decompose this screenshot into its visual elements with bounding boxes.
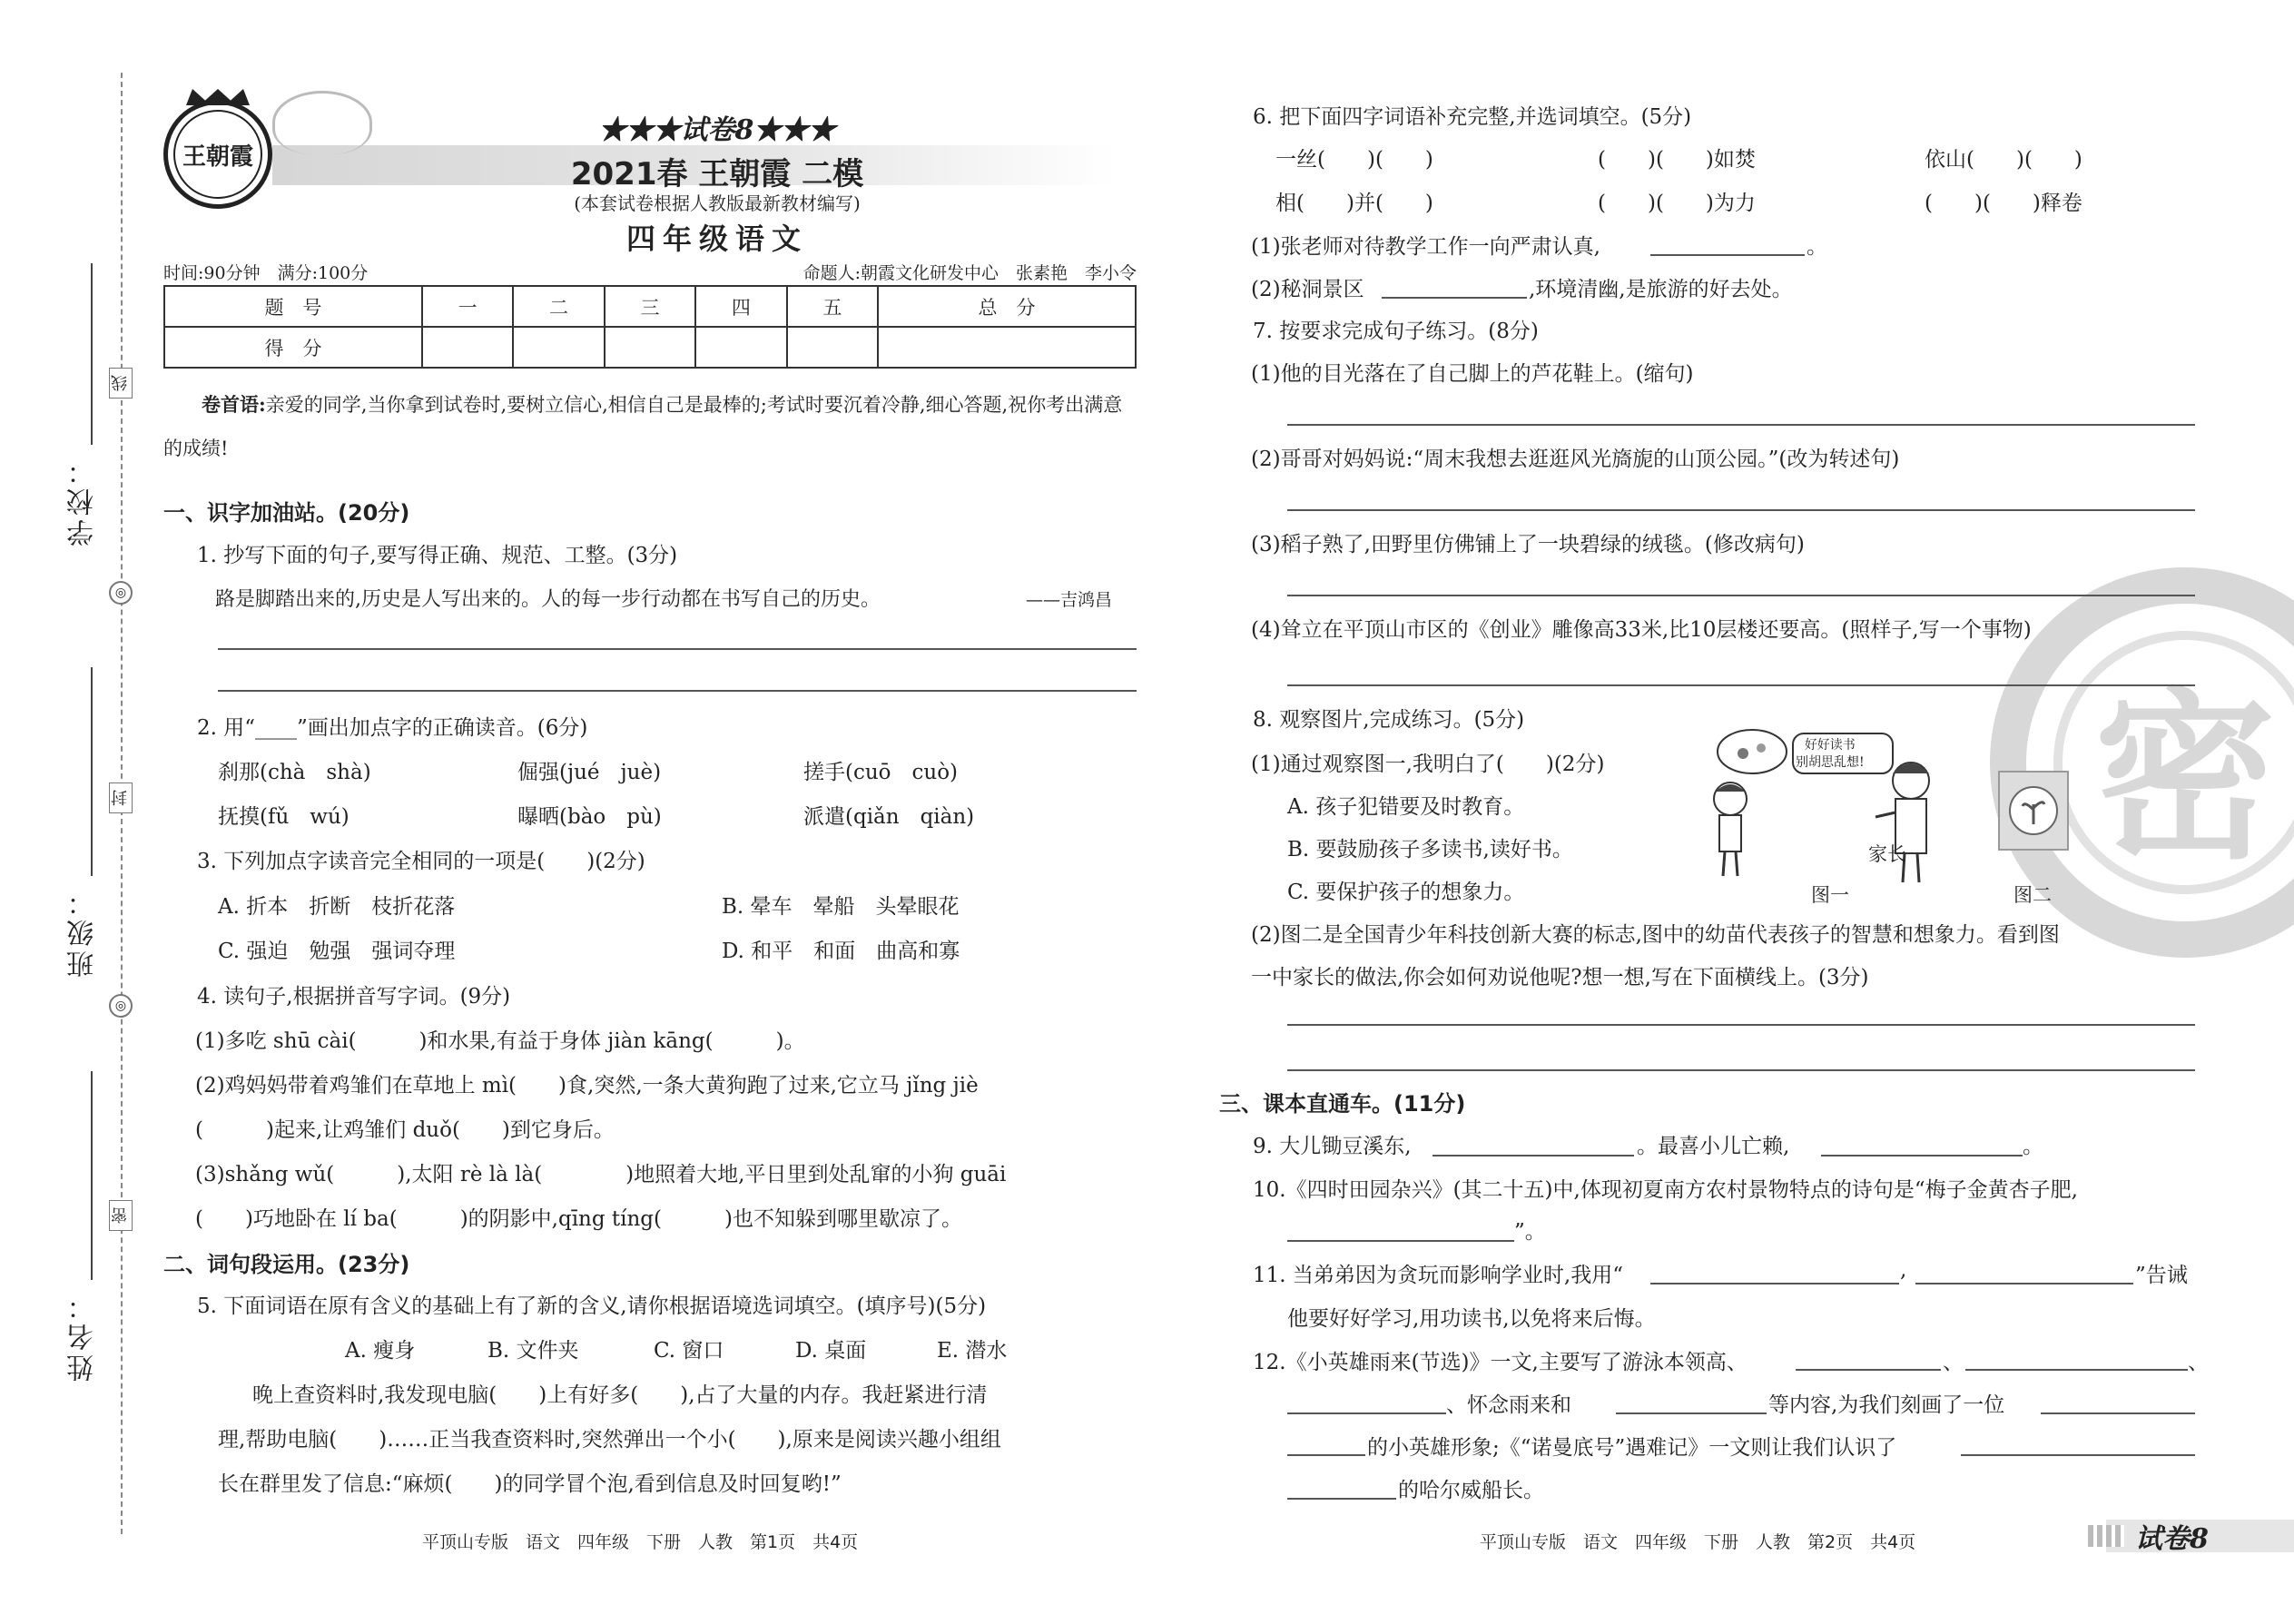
figure-2-logo <box>1997 770 2070 851</box>
q1-sentence: 路是脚踏出来的,历史是人写出来的。人的每一步行动都在书写自己的历史。 <box>215 588 881 611</box>
answer-line[interactable] <box>1287 1069 2195 1071</box>
q4-part-1: (1)多吃 shū cài( )和水果,有益于身体 jiàn kāng( )。 <box>195 1029 805 1053</box>
figure-parent-label: 家长 <box>1868 843 1906 865</box>
greeting <box>163 383 1139 470</box>
question-12b: 、怀念雨来和 <box>1446 1393 1571 1417</box>
score-input-cell[interactable] <box>513 327 604 368</box>
class-label: 班级： <box>67 885 99 978</box>
figure-2-caption: 图二 <box>2013 884 2052 906</box>
q2-item: 刹那(chà shà) <box>218 761 371 784</box>
answer-line[interactable] <box>1287 684 2195 686</box>
q3-option: C. 强迫 勉强 强词夺理 <box>218 940 456 963</box>
binding-margin <box>0 0 154 1624</box>
question-11c: 他要好好学习,用功读书,以免将来后悔。 <box>1287 1307 1656 1331</box>
q7-part-4: (4)耸立在平顶山市区的《创业》雕像高33米,比10层楼还要高。(照样子,写一个事物) <box>1251 618 2032 642</box>
q5-option: A. 瘦身 <box>345 1339 416 1363</box>
q6-sentence-2b: ,环境清幽,是旅游的好去处。 <box>1529 278 1793 301</box>
q5-option: E. 潜水 <box>937 1339 1008 1363</box>
fill-blank[interactable] <box>1961 1454 2195 1456</box>
fill-blank[interactable] <box>1650 1283 1899 1284</box>
time-score: 时间:90分钟 满分:100分 <box>163 263 369 283</box>
q8-option: A. 孩子犯错要及时教育。 <box>1287 795 1525 819</box>
q6-sentence-1: (1)张老师对待教学工作一向严肃认真, <box>1251 235 1600 259</box>
q2-item: 派遣(qiǎn qiàn) <box>803 805 975 829</box>
cut-mark-line: 线 <box>109 368 133 399</box>
q5-passage-line: 长在群里发了信息:“麻烦( )的同学冒个泡,看到信息及时回复哟!” <box>218 1472 842 1496</box>
fill-blank[interactable] <box>2041 1412 2195 1414</box>
q6-word: 一丝( )( ) <box>1275 148 1433 172</box>
q8-part-2a: (2)图二是全国青少年科技创新大赛的标志,图中的幼苗代表孩子的智慧和想象力。看到图 <box>1251 923 2060 947</box>
q7-part-1: (1)他的目光落在了自己脚上的芦花鞋上。(缩句) <box>1251 362 1694 386</box>
answer-line[interactable] <box>1287 424 2195 426</box>
q6-word: 依山( )( ) <box>1925 148 2082 172</box>
question-4: 4. 读句子,根据拼音写字词。(9分) <box>197 985 511 1009</box>
question-5: 5. 下面词语在原有含义的基础上有了新的含义,请你根据语境选词填空。(填序号)(5分) <box>197 1294 987 1318</box>
q4-part-2b: ( )起来,让鸡雏们 duǒ( )到它身后。 <box>195 1118 615 1142</box>
section-1-title: 一、识字加油站。(20分) <box>163 500 410 526</box>
q3-option: D. 和平 和面 曲高和寡 <box>722 940 960 963</box>
brand-logo <box>163 100 272 209</box>
question-9a: 9. 大儿锄豆溪东, <box>1253 1135 1412 1158</box>
q8-part-1: (1)通过观察图一,我明白了( )(2分) <box>1251 753 1605 776</box>
table-cell: 总 分 <box>878 286 1136 327</box>
table-row <box>164 327 1136 368</box>
thought-cloud <box>1718 730 1787 773</box>
question-10a: 10.《四时田园杂兴》(其二十五)中,体现初夏南方农村景物特点的诗句是“梅子金黄杏子肥, <box>1253 1178 2078 1202</box>
fill-blank[interactable] <box>1821 1155 2023 1156</box>
q7-part-3: (3)稻子熟了,田野里仿佛铺上了一块碧绿的绒毯。(修改病句) <box>1251 533 1805 556</box>
q6-sentence-2: (2)秘洞景区 <box>1251 278 1364 301</box>
child-body <box>1719 815 1741 851</box>
fill-blank[interactable] <box>1287 1498 1396 1500</box>
table-row <box>164 286 1136 327</box>
test-number: ★★★试卷8★★★ <box>598 114 836 146</box>
school-label: 学校： <box>67 454 99 546</box>
score-input-cell[interactable] <box>422 327 513 368</box>
score-input-cell[interactable] <box>878 327 1136 368</box>
table-cell: 一 <box>422 286 513 327</box>
question-11b: ”告诫 <box>2135 1264 2188 1287</box>
q5-option: B. 文件夹 <box>487 1339 579 1363</box>
period: 。 <box>1807 235 1827 259</box>
table-cell: 四 <box>695 286 786 327</box>
q4-part-3b: ( )巧地卧在 lí ba( )的阴影中,qīng tíng( )也不知躲到哪里歇凉了。 <box>195 1207 962 1231</box>
answer-line[interactable] <box>1287 1024 2195 1026</box>
table-cell: 三 <box>605 286 695 327</box>
fill-blank[interactable] <box>1287 1454 1365 1456</box>
grade-subject: 四年级语文 <box>625 221 808 256</box>
thought-doodle <box>1738 748 1748 759</box>
q6-word: ( )( )为力 <box>1598 192 1756 215</box>
comma: , <box>1900 1258 1907 1282</box>
q2-item: 搓手(cuō cuò) <box>803 761 959 784</box>
fill-blank[interactable] <box>1287 1412 1446 1414</box>
question-10b: ”。 <box>1514 1220 1546 1244</box>
child-leg <box>1736 851 1738 876</box>
logo-text: 王朝霞 <box>182 143 253 171</box>
page-footer-left: 平顶山专版 语文 四年级 下册 人教 第1页 共4页 <box>422 1532 859 1552</box>
q5-option: C. 窗口 <box>654 1339 724 1363</box>
fill-blank[interactable] <box>1650 254 1805 256</box>
q2-item: 抚摸(fǔ wú) <box>218 805 350 829</box>
q4-part-3a: (3)shǎng wǔ( ),太阳 rè là là( )地照着大地,平日里到处乱窜的小狗 guāi <box>195 1163 1007 1186</box>
binding-hole-icon: ◎ <box>109 994 133 1018</box>
score-input-cell[interactable] <box>787 327 878 368</box>
q2-item: 曝晒(bào pù) <box>517 805 662 829</box>
fill-blank[interactable] <box>1287 1240 1514 1242</box>
table-cell: 五 <box>787 286 878 327</box>
fill-blank[interactable] <box>1965 1369 2188 1371</box>
exam-title: 2021春 王朝霞 二模 <box>570 156 864 192</box>
q7-part-2: (2)哥哥对妈妈说:“周末我想去逛逛风光旖旎的山顶公园。”(改为转述句) <box>1251 448 1900 471</box>
parent-leg <box>1917 853 1919 882</box>
fill-blank[interactable] <box>1616 1412 1767 1414</box>
question-12a: 12.《小英雄雨来(节选)》一文,主要写了游泳本领高、 <box>1253 1351 1748 1374</box>
fill-blank[interactable] <box>1382 297 1527 299</box>
q8-option: C. 要保护孩子的想象力。 <box>1287 881 1525 904</box>
question-6: 6. 把下面四字词语补充完整,并选词填空。(5分) <box>1253 105 1692 129</box>
corner-decoration <box>2088 1525 2124 1547</box>
score-input-cell[interactable] <box>605 327 695 368</box>
question-1: 1. 抄写下面的句子,要写得正确、规范、工整。(3分) <box>197 544 678 567</box>
q5-passage-line: 晚上查资料时,我发现电脑( )上有好多( ),占了大量的内存。我赶紧进行清 <box>252 1383 988 1407</box>
thought-doodle <box>1757 743 1766 753</box>
question-12c: 等内容,为我们刻画了一位 <box>1768 1393 2005 1417</box>
question-8: 8. 观察图片,完成练习。(5分) <box>1253 708 1525 732</box>
table-cell: 二 <box>513 286 604 327</box>
q6-word: ( )( )释卷 <box>1925 192 2082 215</box>
page-footer-right: 平顶山专版 语文 四年级 下册 人教 第2页 共4页 <box>1480 1532 1916 1552</box>
name-label: 姓名： <box>67 1289 99 1382</box>
fill-blank[interactable] <box>1915 1283 2133 1284</box>
q6-word: 相( )并( ) <box>1275 192 1433 215</box>
parent-hair <box>1893 763 1929 773</box>
greeting-label: 卷首语: <box>202 393 266 416</box>
answer-line[interactable] <box>1287 595 2195 596</box>
question-3: 3. 下列加点字读音完全相同的一项是( )(2分) <box>197 850 645 873</box>
parent-pointing-arm <box>1876 812 1895 817</box>
fill-blank[interactable] <box>1796 1369 1941 1371</box>
comma: 、 <box>1943 1351 1964 1374</box>
comma: 、 <box>2188 1351 2209 1374</box>
greeting-text: 亲爱的同学,当你拿到试卷时,要树立信心,相信自己是最棒的;考试时要沉着冷静,细心答题,祝你考出满意的成绩! <box>163 394 1123 459</box>
fill-blank[interactable] <box>1433 1155 1634 1156</box>
table-cell: 题 号 <box>164 286 422 327</box>
ribbon-decoration <box>272 91 372 154</box>
section-2-title: 二、词句段运用。(23分) <box>163 1252 410 1277</box>
question-9c: 。 <box>2023 1135 2043 1158</box>
cut-mark-secret: 密 <box>109 1200 133 1231</box>
question-12d: 的小英雄形象;《“诺曼底号”遇难记》一文则让我们认识了 <box>1367 1436 1897 1460</box>
q1-author: ——吉鸿昌 <box>1026 590 1113 610</box>
q2-item: 倔强(jué juè) <box>517 761 662 784</box>
class-field[interactable] <box>91 667 93 876</box>
q5-option: D. 桌面 <box>795 1339 867 1363</box>
question-9b: 。最喜小儿亡赖, <box>1637 1135 1790 1158</box>
answer-line[interactable] <box>218 648 1137 650</box>
q4-part-2a: (2)鸡妈妈带着鸡雏们在草地上 mì( )食,突然,一条大黄狗跑了过来,它立马 jǐng jiè <box>195 1074 979 1097</box>
school-field[interactable] <box>91 263 93 445</box>
question-12e: 的哈尔威船长。 <box>1398 1479 1544 1502</box>
q3-option: B. 晕车 晕船 头晕眼花 <box>722 895 960 919</box>
cut-mark-seal: 封 <box>109 782 133 813</box>
answer-line[interactable] <box>218 690 1137 692</box>
q3-option: A. 折本 折断 枝折花落 <box>218 895 456 919</box>
table-cell: 得 分 <box>164 327 422 368</box>
exam-subtitle: (本套试卷根据人教版最新教材编写) <box>574 192 861 214</box>
question-2: 2. 用“____”画出加点字的正确读音。(6分) <box>197 716 588 740</box>
question-11a: 11. 当弟弟因为贪玩而影响学业时,我用“ <box>1253 1264 1623 1287</box>
q8-part-2b: 一中家长的做法,你会如何劝说他呢?想一想,写在下面横线上。(3分) <box>1251 966 1869 989</box>
q5-passage-line: 理,帮助电脑( )……正当我查资料时,突然弹出一个小( ),原来是阅读兴趣小组组 <box>218 1428 1001 1452</box>
score-input-cell[interactable] <box>695 327 786 368</box>
question-7: 7. 按要求完成句子练习。(8分) <box>1253 320 1539 343</box>
binding-hole-icon: ◎ <box>109 581 133 605</box>
score-table <box>163 285 1137 369</box>
corner-test-number: 试卷8 <box>2135 1523 2209 1555</box>
name-field[interactable] <box>91 1071 93 1280</box>
speech-bubble-text: 好好读书 别胡思乱想! <box>1796 738 1865 770</box>
figure-1-caption: 图一 <box>1811 884 1849 906</box>
stamp-text: 密 <box>2053 631 2294 894</box>
authors: 命题人:朝霞文化研发中心 张素艳 李小令 <box>802 263 1137 283</box>
child-leg <box>1723 851 1725 876</box>
answer-line[interactable] <box>1287 509 2195 511</box>
q6-word: ( )( )如焚 <box>1598 148 1756 172</box>
q8-option: B. 要鼓励孩子多读书,读好书。 <box>1287 838 1573 861</box>
section-3-title: 三、课本直通车。(11分) <box>1219 1091 1466 1117</box>
